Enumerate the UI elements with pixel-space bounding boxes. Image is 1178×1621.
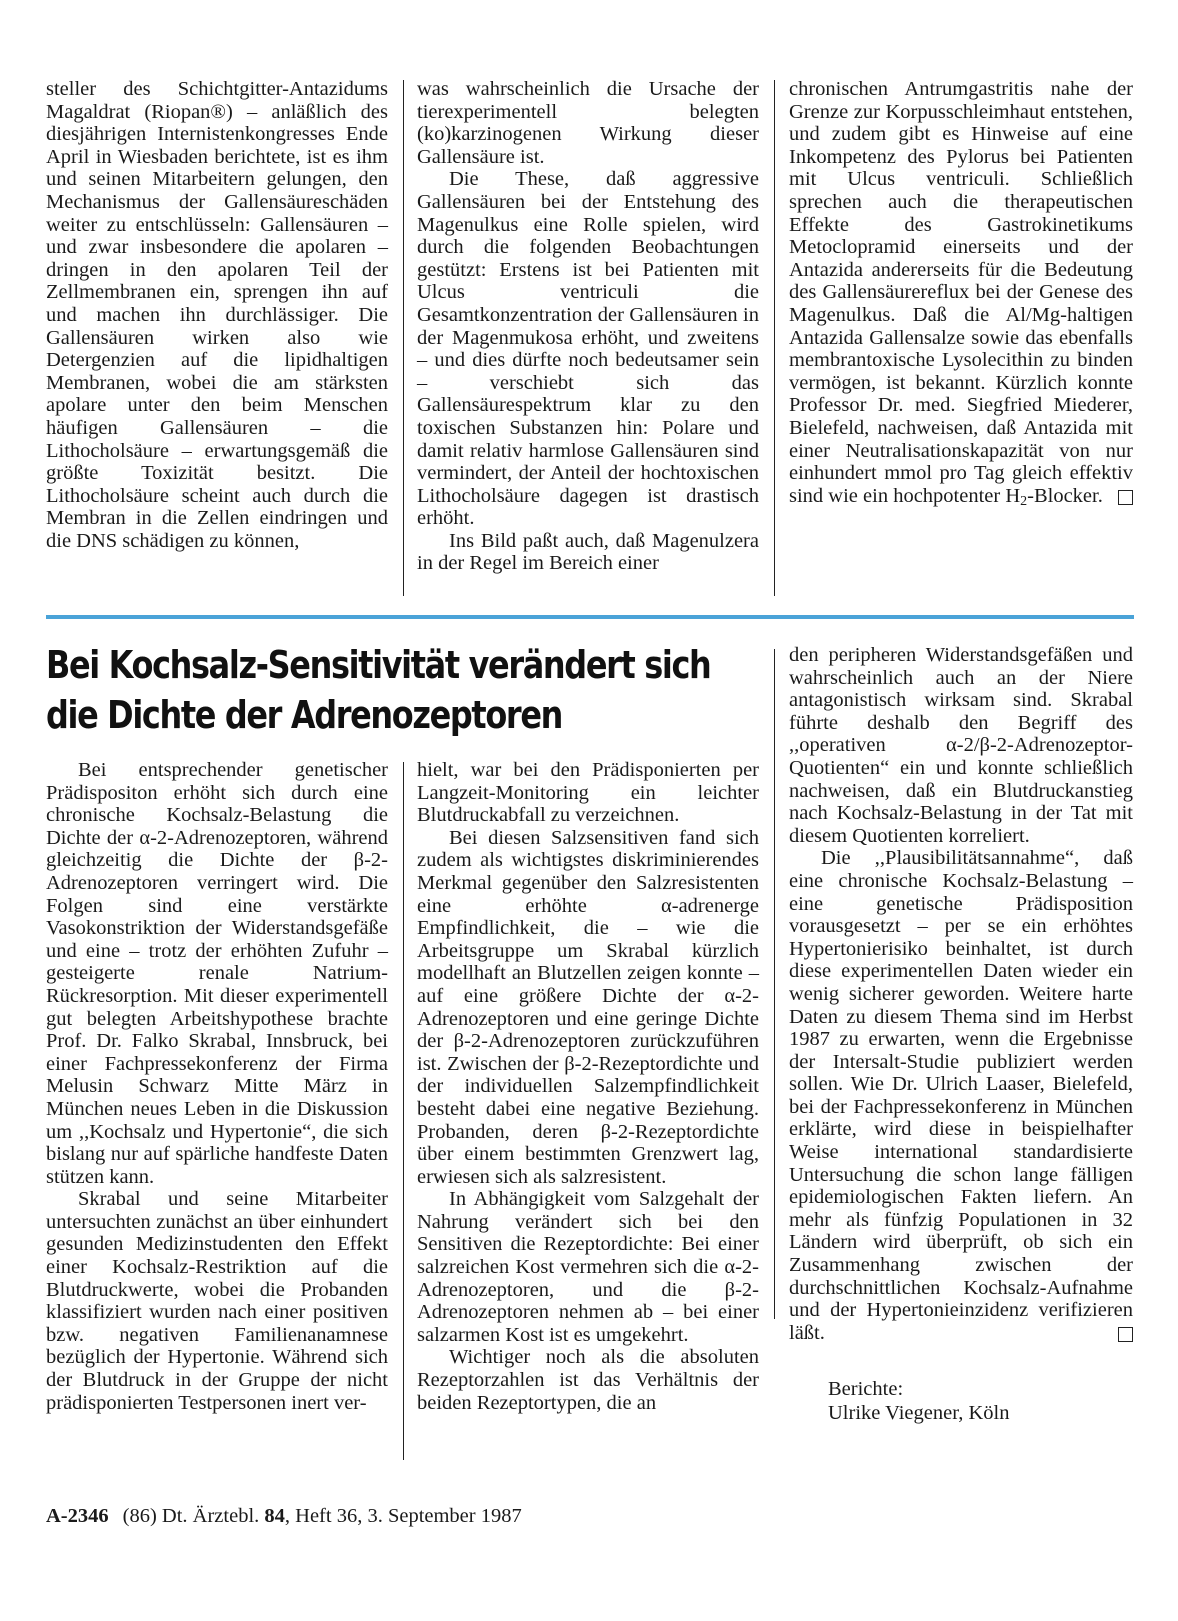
column-divider — [774, 80, 775, 596]
paragraph: hielt, war bei den Prädisponierten per Langzeit-Monitoring ein leichter Blutdruckabfall zu verzeichnen. — [417, 759, 759, 827]
end-of-article-icon — [1118, 1327, 1133, 1342]
paragraph — [789, 78, 1133, 507]
paragraph-end: -Blocker. — [1027, 484, 1103, 507]
byline-author: Ulrike Viegener, Köln — [828, 1402, 1010, 1424]
bottom-article-column-2 — [417, 759, 759, 1414]
paragraph-text: Die ,,Plausibilitätsannahme“, daß eine chronische Kochsalz-Belastung – eine genetische Prädisposition vorausgesetzt – per se ein erhöhtes Hypertonierisiko beinhaltet, ist durch diese experimentellen Daten wieder ein wenig sicherer geworden. Weitere harte Daten zu diesem Thema sind im Herbst 1987 zu erwarten, wenn die Ergebnisse der Intersalt-Studie publiziert werden sollen. Wie Dr. Ulrich Laaser, Bielefeld, bei der Fachpressekonferenz in München erklärte, wird diese in beispielhafter Weise international standardisierte Untersuchung die schon lange fälligen epidemiologischen Fakten liefern. An mehr als fünfzig Populationen in 32 Ländern wird überprüft, ob sich ein Zusammenhang zwischen der durchschnittlichen Kochsalz-Aufnahme und der Hypertonieinzidenz verifizieren läßt. — [789, 847, 1133, 1344]
paragraph: den peripheren Widerstandsgefäßen und wahrscheinlich auch an der Niere antagonistisch wirksam sind. Skrabal führte deshalb den Begriff des ,,operativen α-2/β-2-Adrenozeptor-Quotienten“ ein und konnte schließlich nachweisen, daß ein Blutdruckanstieg nach Kochsalz-Belastung in der Tat mit diesem Quotienten korreliert. — [789, 644, 1133, 847]
citation-prefix: (86) Dt. Ärztebl. — [122, 1505, 260, 1527]
headline-line-1: Bei Kochsalz-Sensitivität verändert sich — [46, 643, 711, 687]
top-article-column-2 — [417, 78, 759, 575]
paragraph: Skrabal und seine Mitarbeiter untersuchten zunächst an über einhundert gesunden Medizinstudenten den Effekt einer Kochsalz-Restriktion auf die Blutdruckwerte, wobei die Probanden klassifiziert wurden nach einer positiven bzw. negativen Familienanamnese bezüglich der Hypertonie. Während sich der Blutdruck in der Gruppe der nicht prädisponierten Testpersonen inert ver- — [46, 1188, 388, 1414]
top-article-column-1 — [46, 78, 388, 552]
top-article-column-3 — [789, 78, 1133, 507]
citation-suffix: , Heft 36, 3. September 1987 — [284, 1505, 522, 1527]
column-divider — [403, 80, 404, 596]
paragraph: Bei diesen Salzsensitiven fand sich zudem als wichtigstes diskriminierendes Merkmal gegenüber den Salzresistenten eine erhöhte α-adrenerge Empfindlichkeit, die – wie die Arbeitsgruppe um Skrabal kürzlich modellhaft an Blutzellen zeigen konnte – auf eine größere Dichte der α-2-Adrenozeptoren und eine geringe Dichte der β-2-Adrenozeptoren zurückzuführen ist. Zwischen der β-2-Rezeptordichte und der individuellen Salzempfindlichkeit besteht dabei eine negative Beziehung. Probanden, deren β-2-Rezeptordichte über einem bestimmten Grenzwert lag, erwiesen sich als salzresistent. — [417, 826, 759, 1188]
column-divider — [403, 762, 404, 1460]
article-headline — [46, 640, 711, 740]
byline — [828, 1377, 1009, 1425]
bottom-article-column-1 — [46, 759, 388, 1414]
section-rule — [46, 615, 1134, 619]
page-number: A-2346 — [46, 1505, 109, 1527]
paragraph: was wahrscheinlich die Ursache der tierexperimentell belegten (ko)karzinogenen Wirkung dieser Gallensäure ist. — [417, 78, 759, 168]
byline-label: Berichte: — [828, 1378, 904, 1400]
paragraph: Bei entsprechender genetischer Prädispositon erhöht sich durch eine chronische Kochsalz-Belastung die Dichte der α-2-Adrenozeptoren, während gleichzeitig die Dichte der β-2-Adrenozeptoren verringert wird. Die Folgen sind eine verstärkte Vasokonstriktion der Widerstandsgefäße und eine – trotz der erhöhten Zufuhr – gesteigerte renale Natrium-Rückresorption. Mit dieser experimentell gut belegten Arbeitshypothese brachte Prof. Dr. Falko Skrabal, Innsbruck, bei einer Fachpressekonferenz der Firma Melusin Schwarz Mitte März in München neues Leben in die Diskussion um ,,Kochsalz und Hypertonie“, die sich bislang nur auf spärliche handfeste Daten stützen kann. — [46, 759, 388, 1188]
paragraph: steller des Schichtgitter-Antazidums Magaldrat (Riopan®) – anläßlich des diesjährigen Internistenkongresses Ende April in Wiesbaden berichtete, ist es ihm und seinen Mitarbeitern gelungen, den Mechanismus der Gallensäureschäden weiter zu entschlüsseln: Gallensäuren – und zwar insbesondere die apolaren – dringen in den apolaren Teil der Zellmembranen ein, sprengen ihn auf und machen ihn durchlässiger. Die Gallensäuren wirken also wie Detergenzien auf die lipidhaltigen Membranen, wobei die am stärksten apolare unter den beim Menschen häufigen Gallensäuren – die Lithocholsäure – erwartungsgemäß die größte Toxizität besitzt. Die Lithocholsäure scheint auch durch die Membran in die Zellen eindringen und die DNS schädigen zu können, — [46, 78, 388, 552]
paragraph: Wichtiger noch als die absoluten Rezeptorzahlen ist das Verhältnis der beiden Rezeptortypen, die an — [417, 1346, 759, 1414]
bottom-article-column-3 — [789, 644, 1133, 1344]
paragraph: Die These, daß aggressive Gallensäuren bei der Entstehung des Magenulkus eine Rolle spielen, wird durch die folgenden Beobachtungen gestützt: Erstens ist bei Patienten mit Ulcus ventriculi die Gesamtkonzentration der Gallensäuren in der Magenmukosa erhöht, und zweitens – und dies dürfte noch bedeutsamer sein – verschiebt sich das Gallensäurespektrum klar zu den toxischen Substanzen hin: Polare und damit relativ harmlose Gallensäuren sind vermindert, der Anteil der hochtoxischen Lithocholsäure dagegen ist drastisch erhöht. — [417, 168, 759, 530]
subscript: 2 — [1020, 493, 1028, 509]
end-of-article-icon — [1118, 490, 1133, 505]
paragraph: In Abhängigkeit vom Salzgehalt der Nahrung verändert sich bei den Sensitiven die Rezeptordichte: Bei einer salzreichen Kost vermehren sich die α-2-Adrenozeptoren, und die β-2-Adrenozeptoren nehmen ab – bei einer salzarmen Kost ist es umgekehrt. — [417, 1188, 759, 1346]
headline-line-2: die Dichte der Adrenozeptoren — [46, 693, 563, 737]
paragraph: Ins Bild paßt auch, daß Magenulzera in der Regel im Bereich einer — [417, 529, 759, 575]
paragraph-text: chronischen Antrumgastritis nahe der Grenze zur Korpusschleimhaut entstehen, und zudem gibt es Hinweise auf eine Inkompetenz des Pylorus bei Patienten mit Ulcus ventriculi. Schließlich sprechen auch die therapeutischen Effekte des Gastrokinetikums Metoclopramid einerseits und der Antazida andererseits für die Bedeutung des Gallensäurereflux bei der Genese des Magenulkus. Daß die Al/Mg-haltigen Antazida Gallensalze sowie das ebenfalls membrantoxische Lysolecithin zu binden vermögen, ist bekannt. Kürzlich konnte Professor Dr. med. Siegfried Miederer, Bielefeld, nachweisen, daß Antazida mit einer Neutralisationskapazität von nur einhundert mmol pro Tag gleich effektiv sind wie ein hochpotenter H — [789, 78, 1133, 507]
paragraph — [789, 847, 1133, 1344]
column-divider — [774, 649, 775, 1319]
volume-number: 84 — [264, 1505, 285, 1527]
page-footer — [46, 1505, 522, 1528]
